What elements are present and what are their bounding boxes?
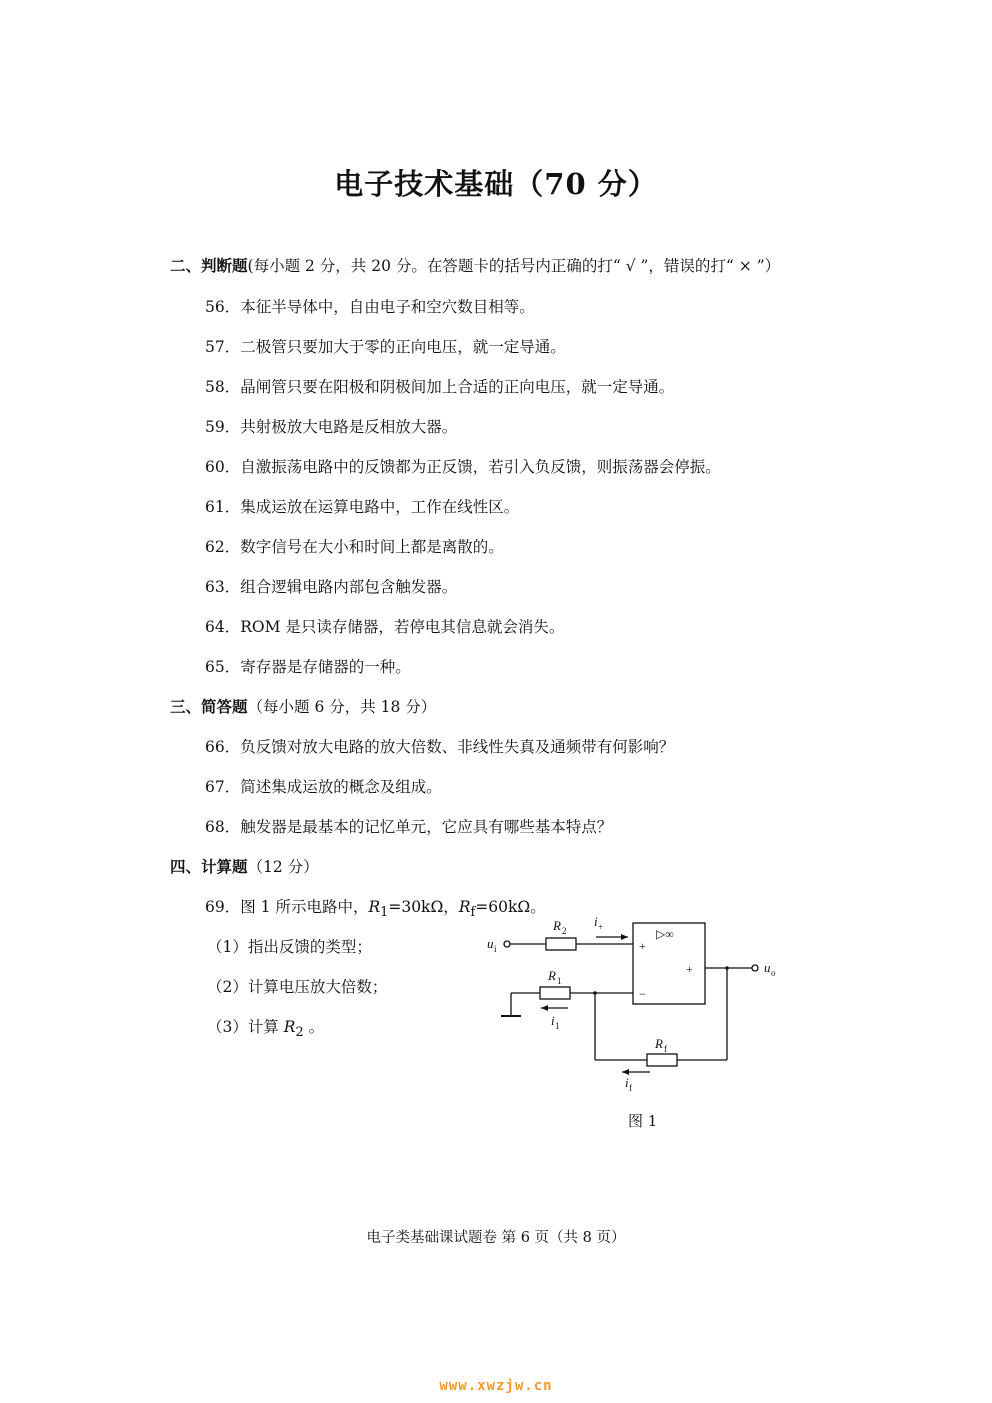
question-64: 64．ROM 是只读存储器，若停电其信息就会消失。 <box>205 618 565 636</box>
section-3-note: （每小题 6 分，共 18 分） <box>247 698 437 716</box>
resistor-r2 <box>546 938 576 950</box>
section-4-note: （12 分） <box>247 858 319 876</box>
ui-terminal <box>504 941 510 947</box>
q69-sub3-prefix: （3）计算 <box>207 1018 284 1036</box>
label-ui-sub: i <box>494 944 497 954</box>
label-iplus-sub: + <box>598 922 604 932</box>
page-title: 电子技术基础（70 分） <box>334 167 658 201</box>
resistor-rf <box>647 1054 677 1066</box>
question-58: 58．晶闸管只要在阳极和阴极间加上合适的正向电压，就一定导通。 <box>205 378 675 396</box>
label-r2: R <box>553 918 561 933</box>
label-i1: i <box>551 1013 555 1028</box>
question-63: 63．组合逻辑电路内部包含触发器。 <box>205 578 458 596</box>
section-4-header <box>170 855 319 877</box>
label-r2-sub: 2 <box>562 926 567 936</box>
q69-r1-value: =30kΩ， <box>388 898 459 916</box>
label-rf: R <box>655 1036 663 1051</box>
opamp-minus-input: − <box>639 987 646 1001</box>
question-60: 60．自激振荡电路中的反馈都为正反馈，若引入负反馈，则振荡器会停振。 <box>205 458 721 476</box>
question-67: 67．简述集成运放的概念及组成。 <box>205 778 442 796</box>
question-68: 68．触发器是最基本的记忆单元，它应具有哪些基本特点？ <box>205 818 613 836</box>
label-rf-sub: f <box>664 1044 667 1054</box>
q69-subquestion-3 <box>207 1015 324 1040</box>
q69-subquestion-1: （1）指出反馈的类型； <box>207 938 372 956</box>
label-ui: u <box>487 936 494 951</box>
q69-subquestion-2: （2）计算电压放大倍数； <box>207 978 388 996</box>
label-r1-sub: 1 <box>557 976 562 986</box>
q69-r1-symbol: R <box>368 898 381 916</box>
section-3-heading: 三、简答题 <box>170 697 248 716</box>
opamp-plus-output: + <box>686 962 693 976</box>
resistor-r1 <box>540 987 570 999</box>
section-2-note: (每小题 2 分，共 20 分。在答题卡的括号内正确的打“ √ ”，错误的打“ × ”） <box>247 257 781 275</box>
question-65: 65．寄存器是存储器的一种。 <box>205 658 411 676</box>
uo-terminal <box>752 965 758 971</box>
page-footer: 电子类基础课试题卷 第 6 页（共 8 页） <box>366 1230 626 1246</box>
label-if: i <box>625 1075 629 1090</box>
label-if-sub: f <box>629 1083 632 1093</box>
q69-rf-value: =60kΩ。 <box>475 898 546 916</box>
q69-sub3-sub: 2 <box>295 1025 304 1041</box>
section-3-header <box>170 695 436 717</box>
q69-prefix: 69．图 1 所示电路中， <box>205 898 369 916</box>
circuit-diagram <box>470 905 790 1095</box>
question-57: 57．二极管只要加大于零的正向电压，就一定导通。 <box>205 338 566 356</box>
opamp-symbol: ▷∞ <box>656 927 674 941</box>
figure-caption: 图 1 <box>628 1112 658 1130</box>
q69-sub3-symbol: R <box>283 1018 296 1036</box>
label-r1: R <box>548 968 556 983</box>
question-56: 56．本征半导体中，自由电子和空穴数目相等。 <box>205 298 535 316</box>
q69-rf-symbol: R <box>458 898 471 916</box>
question-59: 59．共射极放大电路是反相放大器。 <box>205 418 458 436</box>
label-iplus: i <box>594 914 598 929</box>
question-61: 61．集成运放在运算电路中，工作在线性区。 <box>205 498 520 516</box>
label-uo-sub: o <box>771 968 776 978</box>
watermark-url[interactable]: www.xwzjw.cn <box>439 1378 553 1394</box>
q69-r1-sub: 1 <box>380 905 389 921</box>
label-i1-sub: 1 <box>555 1021 560 1031</box>
label-uo: u <box>764 960 771 975</box>
q69-rf-sub: f <box>470 905 476 921</box>
question-62: 62．数字信号在大小和时间上都是离散的。 <box>205 538 504 556</box>
section-2-header <box>170 254 780 276</box>
opamp-plus-input: + <box>639 939 646 953</box>
section-2-heading: 二、判断题 <box>170 256 248 275</box>
section-4-heading: 四、计算题 <box>170 857 248 876</box>
q69-sub3-suffix: 。 <box>303 1018 325 1036</box>
question-66: 66．负反馈对放大电路的放大倍数、非线性失真及通频带有何影响？ <box>205 738 675 756</box>
